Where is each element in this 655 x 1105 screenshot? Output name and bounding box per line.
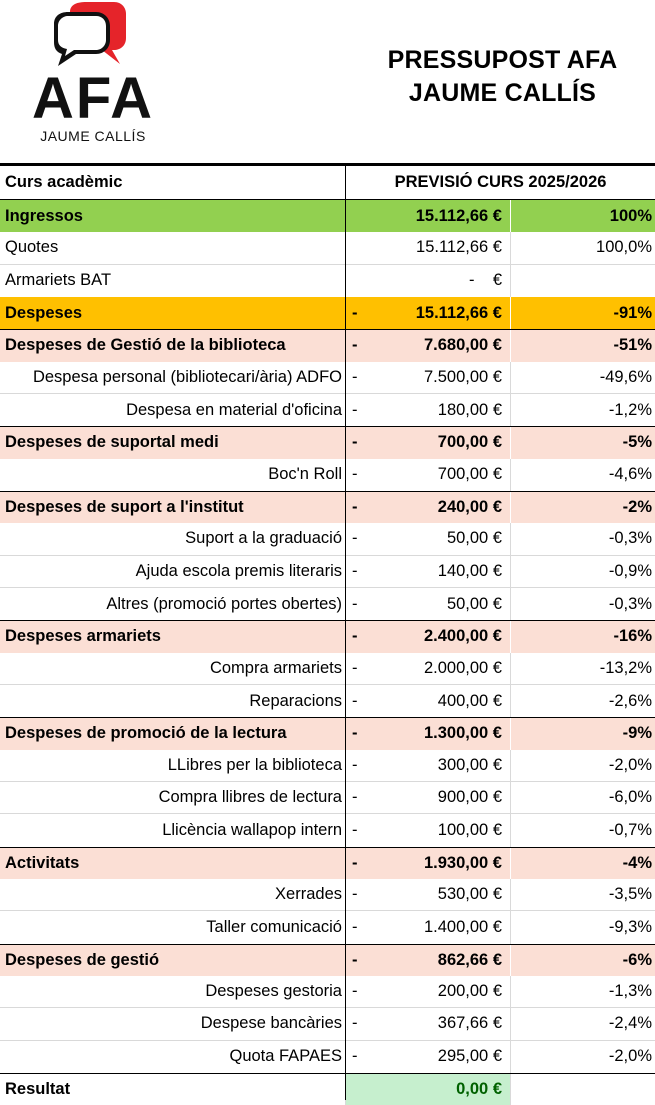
row-percent: -13,2% xyxy=(510,653,655,684)
dash-mark: - xyxy=(352,982,358,1001)
dash-mark: - xyxy=(352,367,358,386)
logo-subtitle: JAUME CALLÍS xyxy=(40,128,146,144)
dash-mark: - xyxy=(352,529,358,548)
row-label: Despese bancàries xyxy=(200,1014,342,1033)
table-row xyxy=(0,750,655,782)
table-row xyxy=(0,523,655,555)
row-percent: -3,5% xyxy=(510,879,655,910)
category-row xyxy=(0,620,655,652)
category-label: Despeses de gestió xyxy=(5,950,160,969)
row-percent: -2,0% xyxy=(510,750,655,781)
row-amount: 200,00 € xyxy=(437,982,502,1001)
category-row xyxy=(0,944,655,976)
resultat-label: Resultat xyxy=(5,1080,71,1099)
despeses-row xyxy=(0,297,655,329)
dash-mark: - xyxy=(352,465,358,484)
row-amount-cell xyxy=(345,523,510,554)
category-amount: 240,00 € xyxy=(437,498,502,517)
row-label: Despesa personal (bibliotecari/ària) ADFO xyxy=(32,367,342,386)
category-percent: -4% xyxy=(510,848,655,879)
row-percent: -2,0% xyxy=(510,1041,655,1073)
category-amount: 1.930,00 € xyxy=(424,853,502,872)
header-label: Curs acadèmic xyxy=(5,173,123,191)
category-row xyxy=(0,491,655,523)
category-amount: 2.400,00 € xyxy=(424,627,502,646)
dash-mark: - xyxy=(352,691,358,710)
category-row xyxy=(0,717,655,749)
dash-mark: - xyxy=(352,627,358,646)
header-row xyxy=(0,166,655,200)
row-label: Taller comunicació xyxy=(206,917,342,936)
row-percent: -0,9% xyxy=(510,556,655,587)
dash-mark: - xyxy=(352,400,358,419)
dash-mark: - xyxy=(352,1047,358,1066)
dash-mark: - xyxy=(352,433,358,452)
dash-mark: - xyxy=(352,788,358,807)
row-amount-cell xyxy=(345,750,510,781)
row-amount: 367,66 € xyxy=(437,1014,502,1033)
category-amount-cell xyxy=(345,718,510,749)
row-percent xyxy=(510,265,655,297)
table-row xyxy=(0,232,655,264)
row-amount: - € xyxy=(345,265,510,297)
row-amount-cell xyxy=(345,911,510,943)
despeses-amount-cell xyxy=(345,297,510,329)
row-percent: -0,7% xyxy=(510,814,655,846)
row-amount: 700,00 € xyxy=(437,465,502,484)
dash-mark: - xyxy=(352,820,358,839)
category-percent: -5% xyxy=(510,427,655,458)
ingressos-amount: 15.112,66 € xyxy=(345,200,510,232)
row-amount: 2.000,00 € xyxy=(424,658,502,677)
category-row xyxy=(0,847,655,879)
row-percent: -9,3% xyxy=(510,911,655,943)
dash-mark: - xyxy=(352,561,358,580)
row-percent: -1,3% xyxy=(510,976,655,1007)
category-label: Activitats xyxy=(5,853,80,872)
despeses-percent: -91% xyxy=(510,297,655,329)
category-percent: -16% xyxy=(510,621,655,652)
row-amount-cell xyxy=(345,1008,510,1039)
category-amount-cell xyxy=(345,427,510,458)
despeses-amount: 15.112,66 € xyxy=(415,303,502,322)
row-amount-cell xyxy=(345,362,510,393)
table-row xyxy=(0,362,655,394)
row-percent: -0,3% xyxy=(510,523,655,554)
row-amount: 1.400,00 € xyxy=(424,917,502,936)
category-percent: -6% xyxy=(510,945,655,976)
resultat-percent xyxy=(510,1074,655,1105)
row-percent: -49,6% xyxy=(510,362,655,393)
row-label: Armariets BAT xyxy=(5,271,112,290)
table-row xyxy=(0,782,655,814)
category-amount: 7.680,00 € xyxy=(424,336,502,355)
table-row xyxy=(0,814,655,846)
row-amount: 530,00 € xyxy=(437,885,502,904)
category-amount-cell xyxy=(345,621,510,652)
category-percent: -9% xyxy=(510,718,655,749)
dash-mark: - xyxy=(352,950,358,969)
category-label: Despeses de suportal medi xyxy=(5,433,219,452)
category-row xyxy=(0,426,655,458)
row-amount: 50,00 € xyxy=(446,594,502,613)
expense-categories xyxy=(0,329,655,1073)
row-amount-cell xyxy=(345,556,510,587)
page-title-line1: PRESSUPOST AFA xyxy=(387,46,618,74)
table-row xyxy=(0,879,655,911)
row-amount: 15.112,66 € xyxy=(345,232,510,263)
ingressos-row xyxy=(0,200,655,232)
dash-mark: - xyxy=(352,498,358,517)
row-label: Compra armariets xyxy=(209,658,342,677)
table-row xyxy=(0,976,655,1008)
afa-logo xyxy=(28,2,168,152)
table-row xyxy=(0,588,655,620)
row-label: Suport a la graduació xyxy=(185,529,342,548)
category-amount-cell xyxy=(345,330,510,361)
category-percent: -2% xyxy=(510,492,655,523)
table-row xyxy=(0,685,655,717)
budget-table xyxy=(0,163,655,1105)
row-label: Reparacions xyxy=(249,691,342,710)
row-amount: 900,00 € xyxy=(437,788,502,807)
row-amount-cell xyxy=(345,588,510,620)
category-row xyxy=(0,329,655,361)
row-label: Compra llibres de lectura xyxy=(158,788,342,807)
category-amount: 862,66 € xyxy=(437,950,502,969)
row-label: Ajuda escola premis literaris xyxy=(135,561,342,580)
row-percent: 100,0% xyxy=(510,232,655,263)
page-title-line2: JAUME CALLÍS xyxy=(408,79,597,107)
row-amount-cell xyxy=(345,653,510,684)
category-percent: -51% xyxy=(510,330,655,361)
row-label: Altres (promoció portes obertes) xyxy=(106,594,342,613)
row-amount: 140,00 € xyxy=(437,561,502,580)
row-percent: -1,2% xyxy=(510,394,655,426)
dash-mark: - xyxy=(352,658,358,677)
row-amount-cell xyxy=(345,394,510,426)
row-amount-cell xyxy=(345,782,510,813)
row-amount: 300,00 € xyxy=(437,755,502,774)
page-title xyxy=(350,44,655,110)
row-label: Quotes xyxy=(5,238,59,257)
row-percent: -0,3% xyxy=(510,588,655,620)
category-label: Despeses de promoció de la lectura xyxy=(5,724,287,743)
row-label: Despesa en material d'oficina xyxy=(126,400,342,419)
row-label: Boc'n Roll xyxy=(268,465,342,484)
row-amount: 400,00 € xyxy=(437,691,502,710)
dash-mark: - xyxy=(352,336,358,355)
row-amount-cell xyxy=(345,685,510,717)
row-amount: 295,00 € xyxy=(437,1047,502,1066)
row-amount-cell xyxy=(345,814,510,846)
table-row xyxy=(0,1041,655,1073)
dash-mark: - xyxy=(352,853,358,872)
category-amount: 1.300,00 € xyxy=(424,724,502,743)
forecast-header: PREVISIÓ CURS 2025/2026 xyxy=(345,166,655,199)
table-row xyxy=(0,653,655,685)
category-amount-cell xyxy=(345,945,510,976)
row-percent: -2,6% xyxy=(510,685,655,717)
ingressos-percent: 100% xyxy=(510,200,655,232)
table-row xyxy=(0,911,655,943)
dash-mark: - xyxy=(352,755,358,774)
row-label: LLibres per la biblioteca xyxy=(167,755,342,774)
row-amount: 50,00 € xyxy=(446,529,502,548)
dash-mark: - xyxy=(352,303,358,322)
document-header xyxy=(0,0,655,163)
dash-mark: - xyxy=(352,1014,358,1033)
dash-mark: - xyxy=(352,917,358,936)
category-amount-cell xyxy=(345,848,510,879)
table-row xyxy=(0,459,655,491)
dash-mark: - xyxy=(352,594,358,613)
row-amount: 180,00 € xyxy=(437,400,502,419)
row-label: Llicència wallapop intern xyxy=(162,820,342,839)
row-label: Despeses gestoria xyxy=(205,982,342,1001)
row-amount: 7.500,00 € xyxy=(424,367,502,386)
row-percent: -4,6% xyxy=(510,459,655,491)
row-amount-cell xyxy=(345,1041,510,1073)
row-percent: -6,0% xyxy=(510,782,655,813)
row-amount-cell xyxy=(345,976,510,1007)
table-row xyxy=(0,556,655,588)
row-amount-cell xyxy=(345,879,510,910)
row-label: Quota FAPAES xyxy=(229,1047,342,1066)
despeses-label: Despeses xyxy=(5,303,83,322)
row-amount-cell xyxy=(345,459,510,491)
category-label: Despeses de suport a l'institut xyxy=(5,498,244,517)
category-label: Despeses armariets xyxy=(5,627,161,646)
table-row xyxy=(0,265,655,297)
row-percent: -2,4% xyxy=(510,1008,655,1039)
ingressos-label: Ingressos xyxy=(5,206,83,225)
column-divider xyxy=(345,163,346,1100)
resultat-amount: 0,00 € xyxy=(345,1074,510,1105)
logo-text: AFA xyxy=(32,66,154,131)
category-amount-cell xyxy=(345,492,510,523)
dash-mark: - xyxy=(352,885,358,904)
dash-mark: - xyxy=(352,724,358,743)
table-row xyxy=(0,394,655,426)
row-amount: 100,00 € xyxy=(437,820,502,839)
row-label: Xerrades xyxy=(275,885,342,904)
category-amount: 700,00 € xyxy=(437,433,502,452)
category-label: Despeses de Gestió de la biblioteca xyxy=(5,336,286,355)
resultat-row xyxy=(0,1073,655,1105)
table-row xyxy=(0,1008,655,1040)
